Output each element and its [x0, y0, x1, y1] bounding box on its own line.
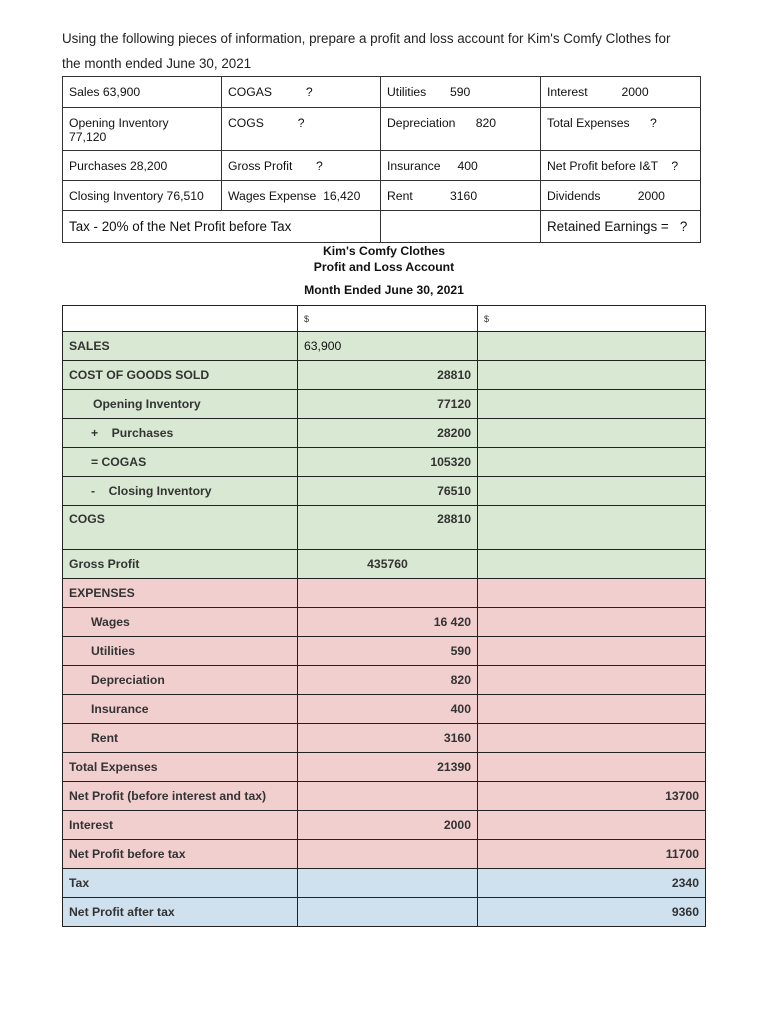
table-row [63, 695, 706, 724]
row-value [298, 869, 478, 898]
currency-symbol: $ [478, 306, 706, 332]
info-cell: Utilities 590 [381, 77, 541, 108]
info-row [63, 77, 701, 108]
row-total [478, 753, 706, 782]
row-value: 435760 [298, 550, 478, 579]
info-row [63, 181, 701, 211]
row-total [478, 550, 706, 579]
row-total [478, 724, 706, 753]
row-value: 16 420 [298, 608, 478, 637]
row-total [478, 637, 706, 666]
currency-header-row [63, 306, 706, 332]
table-row [63, 898, 706, 927]
table-row [63, 506, 706, 550]
statement-title: Profit and Loss Account [313, 260, 455, 274]
row-total [478, 390, 706, 419]
row-label: COGS [63, 506, 298, 550]
info-cell: Gross Profit ? [222, 151, 381, 181]
table-row [63, 753, 706, 782]
row-total: 13700 [478, 782, 706, 811]
table-row [63, 637, 706, 666]
info-cell: COGAS ? [222, 77, 381, 108]
table-row [63, 724, 706, 753]
header-empty-cell [63, 306, 298, 332]
row-value [298, 782, 478, 811]
info-cell: Net Profit before I&T ? [541, 151, 701, 181]
row-value: 76510 [298, 477, 478, 506]
row-label: SALES [63, 332, 298, 361]
table-row [63, 579, 706, 608]
table-row [63, 782, 706, 811]
row-value: 590 [298, 637, 478, 666]
tax-note: Tax - 20% of the Net Profit before Tax [63, 211, 381, 243]
row-label: Net Profit before tax [63, 840, 298, 869]
row-label: Interest [63, 811, 298, 840]
row-total [478, 506, 706, 550]
row-label: - Closing Inventory [63, 477, 298, 506]
row-value [298, 840, 478, 869]
info-cell: COGS ? [222, 108, 381, 151]
row-total [478, 419, 706, 448]
row-total: 9360 [478, 898, 706, 927]
row-value: 2000 [298, 811, 478, 840]
row-label: Total Expenses [63, 753, 298, 782]
row-label: Depreciation [63, 666, 298, 695]
info-cell: Sales 63,900 [63, 77, 222, 108]
row-value: 28810 [298, 361, 478, 390]
info-cell: Total Expenses ? [541, 108, 701, 151]
table-row [63, 477, 706, 506]
info-cell: Closing Inventory 76,510 [63, 181, 222, 211]
row-value [298, 898, 478, 927]
table-row [63, 361, 706, 390]
instructions-line-1: Using the following pieces of information, prepare a profit and loss account for Kim's Comfy Clothes for [62, 31, 671, 46]
row-label: Gross Profit [63, 550, 298, 579]
row-value: 3160 [298, 724, 478, 753]
row-value: 77120 [298, 390, 478, 419]
row-value: 400 [298, 695, 478, 724]
row-value: 63,900 [298, 332, 478, 361]
table-row [63, 666, 706, 695]
row-total: 2340 [478, 869, 706, 898]
instructions-line-2: the month ended June 30, 2021 [62, 56, 252, 71]
table-row [63, 869, 706, 898]
row-total: 11700 [478, 840, 706, 869]
row-label: EXPENSES [63, 579, 298, 608]
info-cell: Insurance 400 [381, 151, 541, 181]
row-label: Opening Inventory [63, 390, 298, 419]
row-total [478, 579, 706, 608]
row-label: Wages [63, 608, 298, 637]
row-value: 28200 [298, 419, 478, 448]
row-label: COST OF GOODS SOLD [63, 361, 298, 390]
info-cell: Opening Inventory 77,120 [63, 108, 222, 151]
table-row [63, 419, 706, 448]
table-row [63, 550, 706, 579]
info-cell: Rent 3160 [381, 181, 541, 211]
row-value: 820 [298, 666, 478, 695]
info-row [63, 211, 701, 243]
row-total [478, 608, 706, 637]
retained-earnings: Retained Earnings = ? [541, 211, 701, 243]
row-label: Rent [63, 724, 298, 753]
profit-loss-table [62, 305, 706, 927]
info-row [63, 151, 701, 181]
instructions [62, 26, 722, 76]
info-cell: Dividends 2000 [541, 181, 701, 211]
row-value [298, 579, 478, 608]
row-total [478, 361, 706, 390]
row-label: = COGAS [63, 448, 298, 477]
row-label: Net Profit (before interest and tax) [63, 782, 298, 811]
table-row [63, 608, 706, 637]
info-cell-empty [381, 211, 541, 243]
info-row [63, 108, 701, 151]
table-row [63, 811, 706, 840]
info-cell: Purchases 28,200 [63, 151, 222, 181]
row-label: Net Profit after tax [63, 898, 298, 927]
statement-period: Month Ended June 30, 2021 [304, 283, 464, 297]
row-total [478, 666, 706, 695]
row-label: + Purchases [63, 419, 298, 448]
row-total [478, 448, 706, 477]
row-total [478, 477, 706, 506]
row-value: 21390 [298, 753, 478, 782]
row-total [478, 811, 706, 840]
table-row [63, 448, 706, 477]
company-name: Kim's Comfy Clothes [322, 244, 446, 258]
table-row [63, 840, 706, 869]
info-table [62, 76, 701, 243]
info-cell: Interest 2000 [541, 77, 701, 108]
row-label: Utilities [63, 637, 298, 666]
info-cell: Depreciation 820 [381, 108, 541, 151]
row-value: 105320 [298, 448, 478, 477]
currency-symbol: $ [298, 306, 478, 332]
row-label: Tax [63, 869, 298, 898]
row-label: Insurance [63, 695, 298, 724]
info-cell: Wages Expense 16,420 [222, 181, 381, 211]
table-row [63, 332, 706, 361]
row-total [478, 332, 706, 361]
row-total [478, 695, 706, 724]
table-row [63, 390, 706, 419]
row-value: 28810 [298, 506, 478, 550]
